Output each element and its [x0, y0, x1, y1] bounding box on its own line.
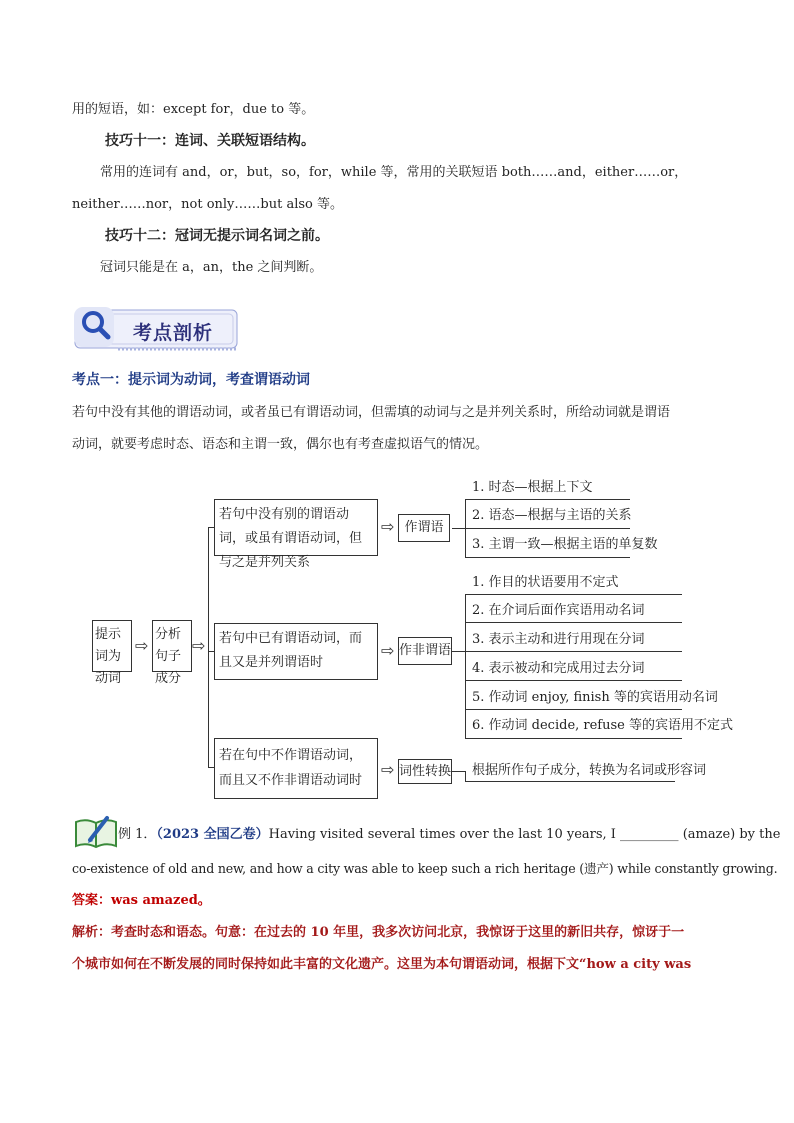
- example-question-text: Having visited several times over the last 10 years, I _________ (amaze) by the: [268, 827, 781, 842]
- list-item: 5. 作动词 enjoy, finish 等的宾语用动名词: [472, 690, 718, 705]
- condition-box-1: 若句中没有别的谓语动词，或虽有谓语动词，但与之是并列关系: [214, 499, 378, 556]
- example-explanation-2: 个城市如何在不断发展的同时保持如此丰富的文化遗产。这里为本句谓语动词，根据下文“how a city was: [72, 957, 692, 972]
- point1-title: 考点一：提示词为动词，考查谓语动词: [72, 372, 310, 388]
- condition-box-3: 若在句中不作谓语动词，而且又不作非谓语动词时: [214, 738, 378, 799]
- section-badge-label: 考点剖析: [133, 322, 214, 344]
- tip12-title: 技巧十二：冠词无提示词名词之前。: [105, 228, 329, 244]
- arrow-right-icon: ⇨: [381, 760, 395, 779]
- example-explanation-1: 解析：考查时态和语态。句意：在过去的 10 年里，我多次访问北京，我惊讶于这里的新旧共存，惊讶于一: [72, 925, 685, 940]
- list-item: 6. 作动词 decide, refuse 等的宾语用不定式: [472, 718, 733, 733]
- root-box: 提示词为动词: [92, 620, 132, 672]
- condition-box-2: 若句中已有谓语动词，而且又是并列谓语时: [214, 623, 378, 680]
- tip11-body-1: 常用的连词有 and，or，but，so，for，while 等，常用的关联短语 both……and，either……or，: [100, 165, 688, 180]
- arrow-right-icon: ⇨: [381, 641, 395, 660]
- role-box-3: 词性转换: [398, 759, 452, 784]
- tip11-title: 技巧十一：连词、关联短语结构。: [105, 133, 315, 149]
- list-item: 根据所作句子成分，转换为名词或形容词: [472, 763, 707, 778]
- intro-line: 用的短语，如：except for，due to 等。: [72, 102, 315, 117]
- analyze-box: 分析句子成分: [152, 620, 192, 672]
- branch-line: [208, 527, 209, 767]
- list-item: 3. 主谓一致—根据主语的单复数: [472, 537, 658, 552]
- example-source: （2023 全国乙卷）: [156, 827, 269, 842]
- list-item: 2. 在介词后面作宾语用动名词: [472, 603, 645, 618]
- list-item: 2. 语态—根据与主语的关系: [472, 508, 632, 523]
- notebook-pen-icon: [74, 814, 118, 850]
- role-box-2: 作非谓语: [398, 637, 452, 665]
- arrow-right-icon: ⇨: [381, 517, 395, 536]
- example-question-2: co-existence of old and new, and how a city was able to keep such a rich heritage (遗产) while constantly growing.: [72, 861, 778, 876]
- example-label: 例 1．: [118, 827, 157, 842]
- example-question-1: [118, 826, 780, 844]
- list-item: 1. 作目的状语要用不定式: [472, 575, 619, 590]
- list-item: 1. 时态—根据上下文: [472, 480, 593, 495]
- list-item: 3. 表示主动和进行用现在分词: [472, 632, 645, 647]
- tip12-body: 冠词只能是在 a，an，the 之间判断。: [100, 260, 323, 275]
- point1-body-1: 若句中没有其他的谓语动词，或者虽已有谓语动词，但需填的动词与之是并列关系时，所给动词就是谓语: [72, 405, 671, 420]
- search-icon: [80, 309, 112, 341]
- arrow-right-icon: ⇨: [192, 636, 206, 655]
- tip11-body-2: neither……nor，not only……but also 等。: [72, 197, 343, 212]
- list-item: 4. 表示被动和完成用过去分词: [472, 661, 645, 676]
- example-answer: 答案：was amazed。: [72, 893, 211, 908]
- arrow-right-icon: ⇨: [135, 636, 149, 655]
- role-box-1: 作谓语: [398, 514, 450, 542]
- point1-body-2: 动词，就要考虑时态、语态和主谓一致，偶尔也有考查虚拟语气的情况。: [72, 437, 489, 452]
